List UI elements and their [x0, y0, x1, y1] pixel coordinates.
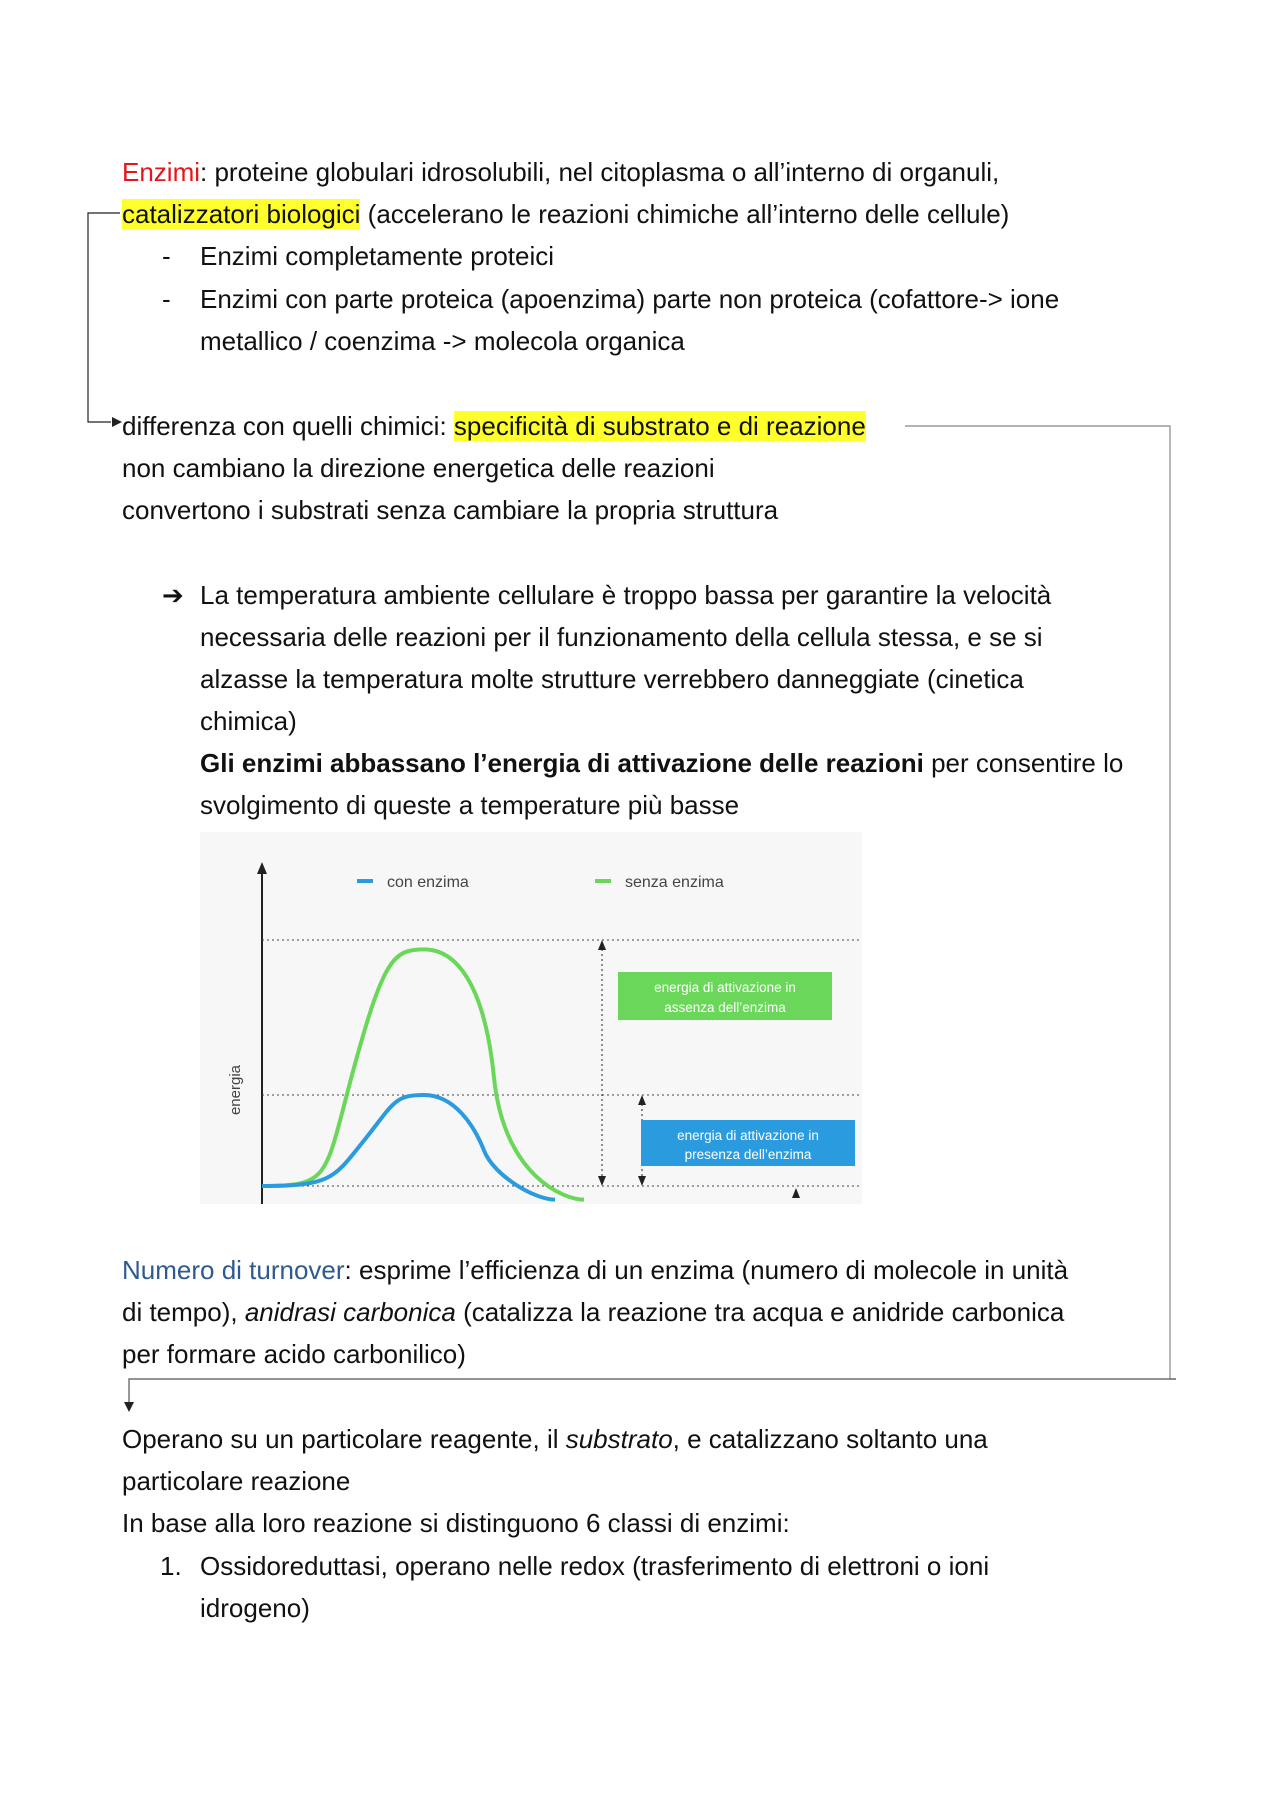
turnover-def2b: (catalizza la reazione tra acqua e anidride carbonica — [455, 1297, 1065, 1327]
turnover-line1 — [122, 1253, 1068, 1287]
annotation-blue-line2: presenza dell’enzima — [684, 1147, 812, 1162]
enzimi-term: Enzimi — [122, 157, 201, 187]
enzimi-definition — [122, 155, 999, 189]
after-bold: per consentire lo — [923, 748, 1124, 778]
substrato: substrato — [565, 1424, 673, 1454]
turnover-line3: per formare acido carbonilico) — [122, 1339, 466, 1369]
bullet-1 — [162, 239, 171, 273]
bullet-2 — [162, 282, 171, 316]
arrow-right-icon: ➔ — [162, 580, 184, 610]
turnover-term: Numero di turnover — [122, 1255, 345, 1285]
differenza-line3: convertono i substrati senza cambiare la propria struttura — [122, 495, 779, 525]
temp-line-last: svolgimento di queste a temperature più basse — [200, 790, 740, 820]
operano-l1a: Operano su un particolare reagente, il — [122, 1424, 566, 1454]
differenza-line — [122, 409, 866, 443]
bullet-2-text-cont: metallico / coenzima -> molecola organica — [200, 326, 685, 356]
bullet-2-text: Enzimi con parte proteica (apoenzima) parte non proteica (cofattore-> ione — [200, 284, 1060, 314]
legend-con-enzima: con enzima — [387, 874, 469, 891]
legend-senza-enzima: senza enzima — [625, 874, 724, 891]
temp-line-1: La temperatura ambiente cellulare è troppo bassa per garantire la velocità — [200, 580, 1052, 610]
bullet-1-text: Enzimi completamente proteici — [200, 241, 555, 271]
temp-bold-line — [200, 746, 1123, 780]
turnover-def2a: di tempo), — [122, 1297, 245, 1327]
list-number: 1. — [160, 1551, 182, 1581]
bullet-marker: - — [162, 284, 171, 314]
temp-line-2: necessaria delle reazioni per il funzionamento della cellula stessa, e se si — [200, 622, 1043, 652]
turnover-def1: : esprime l’efficienza di un enzima (numero di molecole in unità — [344, 1255, 1069, 1285]
annotation-blue-line1: energia di attivazione in — [677, 1128, 819, 1143]
anidrasi-carbonica: anidrasi carbonica — [244, 1297, 456, 1327]
annotation-green-line1: energia di attivazione in — [654, 980, 796, 995]
list-item-1: Ossidoreduttasi, operano nelle redox (trasferimento di elettroni o ioni — [200, 1551, 990, 1581]
temp-line-3: alzasse la temperatura molte strutture verrebbero danneggiate (cinetica — [200, 664, 1024, 694]
y-axis-label: energia — [227, 1064, 244, 1116]
list-item-1-cont: idrogeno) — [200, 1593, 310, 1623]
enzimi-definition-line2 — [122, 197, 1009, 231]
temp-line-4: chimica) — [200, 706, 297, 736]
highlight-specificita: specificità di substrato e di reazione — [453, 411, 866, 441]
enzimi-def-1: : proteine globulari idrosolubili, nel citoplasma o all’interno di organuli, — [200, 157, 1000, 187]
differenza-line2: non cambiano la direzione energetica delle reazioni — [122, 453, 715, 483]
enzimi-def-2: (accelerano le reazioni chimiche all’interno delle cellule) — [360, 199, 1010, 229]
operano-line1 — [122, 1422, 988, 1456]
operano-l1b: , e catalizzano soltanto una — [672, 1424, 988, 1454]
highlight-catalizzatori: catalizzatori biologici — [122, 199, 361, 229]
differenza-lead: differenza con quelli chimici: — [122, 411, 454, 441]
bullet-marker: - — [162, 241, 171, 271]
operano-line2: particolare reazione — [122, 1466, 351, 1496]
turnover-line2 — [122, 1295, 1064, 1329]
activation-energy-chart — [200, 832, 862, 1204]
bold-statement: Gli enzimi abbassano l’energia di attivazione delle reazioni — [200, 748, 924, 778]
annotation-green-line2: assenza dell’enzima — [664, 1000, 786, 1015]
operano-line3: In base alla loro reazione si distinguono 6 classi di enzimi: — [122, 1508, 790, 1538]
